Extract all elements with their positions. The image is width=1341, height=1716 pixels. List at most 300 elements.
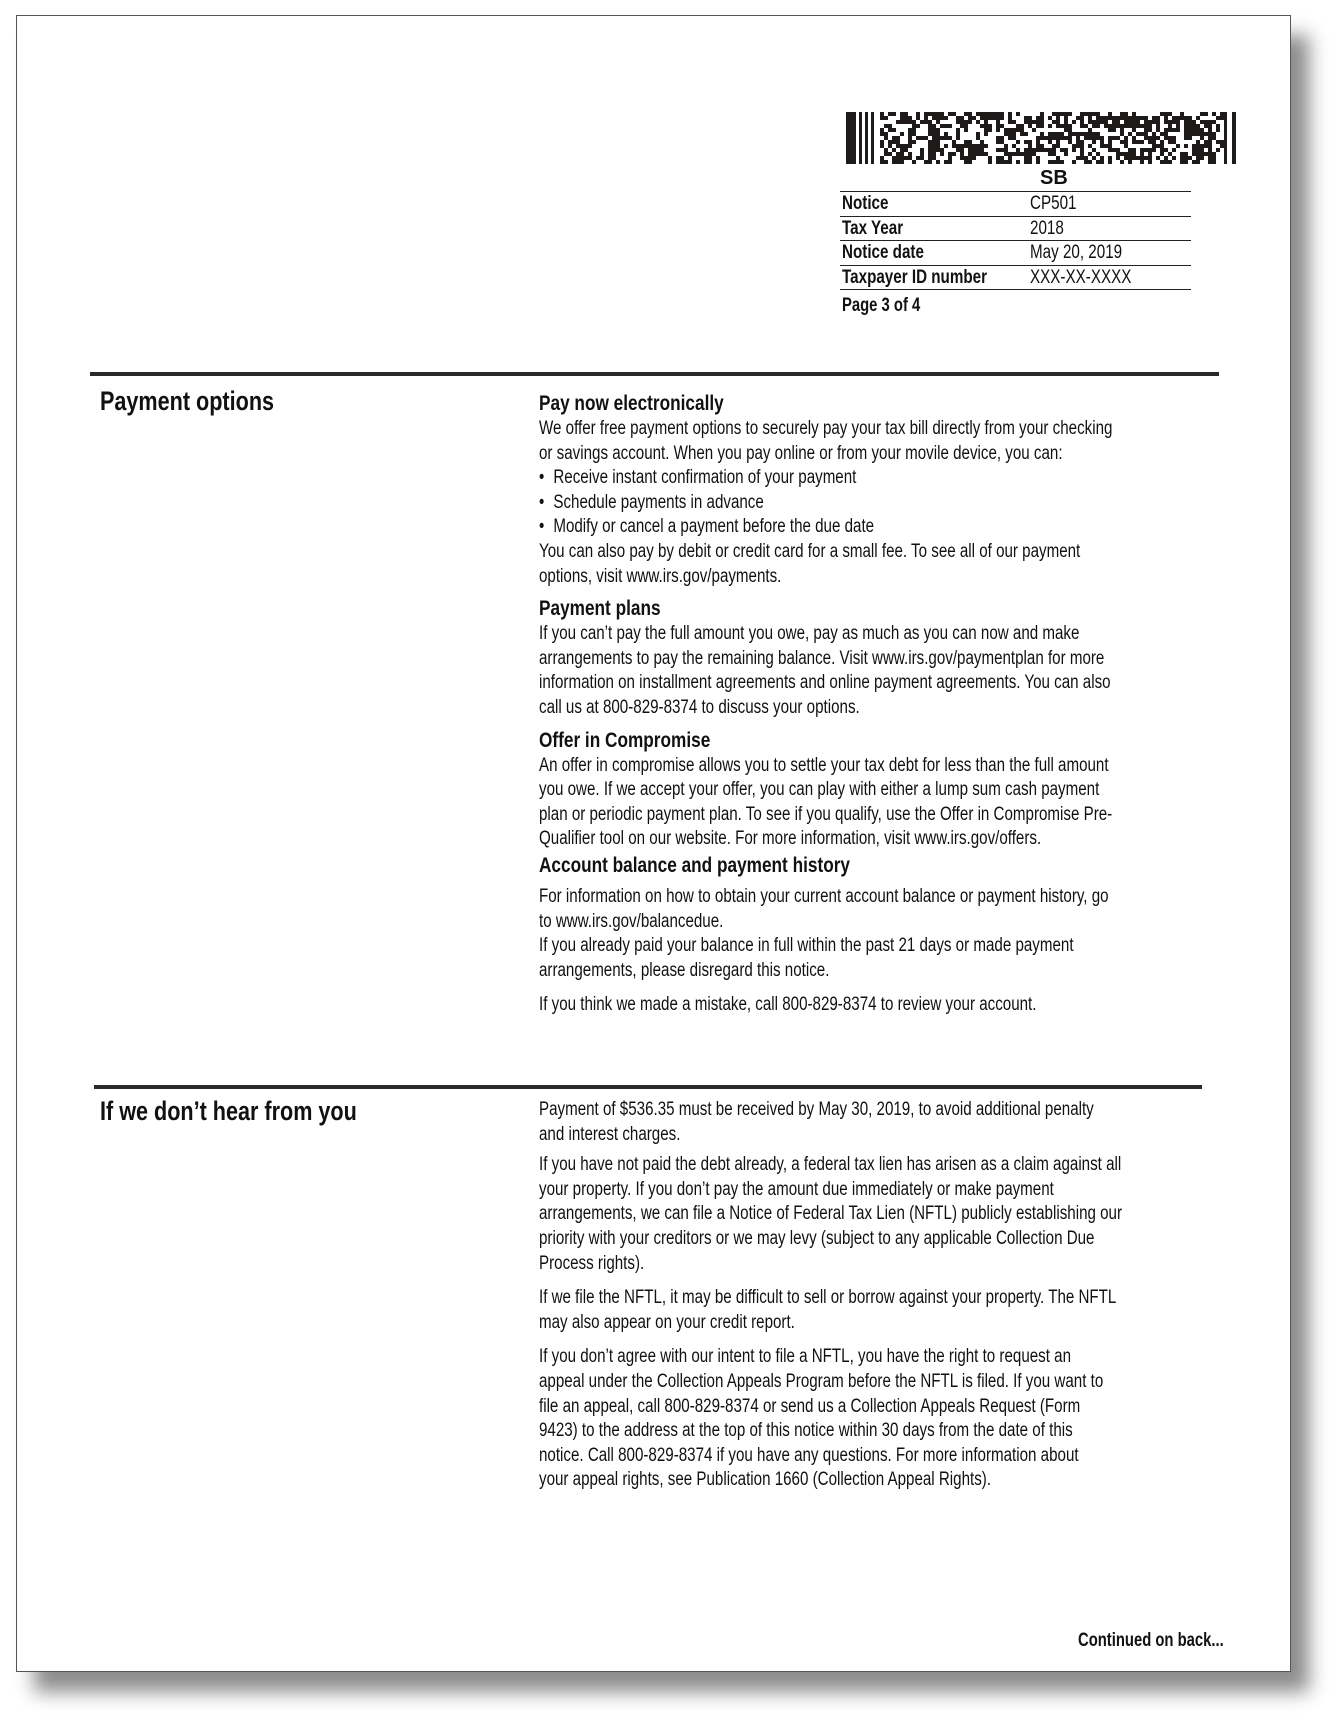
barcode-module bbox=[964, 140, 968, 144]
barcode-module bbox=[948, 156, 952, 160]
barcode-module bbox=[1192, 132, 1196, 136]
barcode-module bbox=[912, 140, 916, 144]
barcode-module bbox=[944, 144, 948, 148]
barcode-module bbox=[1012, 136, 1016, 140]
barcode-module bbox=[1084, 112, 1088, 116]
barcode-module bbox=[1192, 160, 1196, 164]
section-divider bbox=[90, 372, 1219, 376]
barcode-module bbox=[1148, 136, 1152, 140]
barcode-module bbox=[968, 140, 972, 144]
barcode-module bbox=[972, 144, 976, 148]
barcode-module bbox=[988, 160, 992, 164]
barcode-module bbox=[944, 116, 948, 120]
barcode-module bbox=[1116, 148, 1120, 152]
barcode-module bbox=[1116, 156, 1120, 160]
barcode-module bbox=[1132, 112, 1136, 116]
barcode-module bbox=[928, 120, 932, 124]
barcode-module bbox=[1212, 160, 1216, 164]
text-line: If you don’t agree with our intent to file a NFTL, you have the right to request an bbox=[539, 1346, 1071, 1368]
barcode-module bbox=[1104, 116, 1108, 120]
barcode-module bbox=[1192, 144, 1196, 148]
barcode-module bbox=[908, 128, 912, 132]
barcode-module bbox=[1152, 116, 1156, 120]
barcode-module bbox=[1088, 120, 1092, 124]
barcode-module bbox=[924, 116, 928, 120]
text-line: An offer in compromise allows you to settle your tax debt for less than the full amount bbox=[539, 754, 1109, 776]
section-title-if-we-dont-hear: If we don’t hear from you bbox=[100, 1096, 357, 1126]
barcode-module bbox=[996, 136, 1000, 140]
barcode-module bbox=[1140, 156, 1144, 160]
barcode-module bbox=[1156, 116, 1160, 120]
barcode-module bbox=[1208, 144, 1212, 148]
barcode-module bbox=[1108, 160, 1112, 164]
barcode-module bbox=[1176, 144, 1180, 148]
barcode-module bbox=[1100, 116, 1104, 120]
payment-options-content bbox=[539, 390, 1319, 1018]
info-label: Notice date bbox=[842, 242, 924, 263]
barcode-module bbox=[928, 132, 932, 136]
barcode-module bbox=[1132, 148, 1136, 152]
barcode-module bbox=[920, 148, 924, 152]
barcode-module bbox=[980, 112, 984, 116]
notice-info-table bbox=[840, 191, 1191, 290]
barcode-module bbox=[936, 132, 940, 136]
barcode-module bbox=[1184, 128, 1188, 132]
barcode-module bbox=[1184, 124, 1188, 128]
barcode-module bbox=[1184, 152, 1188, 156]
barcode-module bbox=[908, 152, 912, 156]
barcode-module bbox=[1204, 132, 1208, 136]
barcode-module bbox=[900, 148, 904, 152]
barcode-module bbox=[920, 120, 924, 124]
barcode-module bbox=[1196, 148, 1200, 152]
barcode-module bbox=[1084, 124, 1088, 128]
barcode-module bbox=[1200, 148, 1204, 152]
barcode-module bbox=[1036, 124, 1040, 128]
section-title-payment-options: Payment options bbox=[100, 386, 275, 416]
barcode-module bbox=[904, 156, 908, 160]
barcode-module bbox=[928, 148, 932, 152]
barcode-module bbox=[928, 140, 932, 144]
barcode-module bbox=[928, 144, 932, 148]
barcode-module bbox=[1140, 132, 1144, 136]
barcode-module bbox=[924, 112, 928, 116]
barcode-module bbox=[880, 144, 884, 148]
section-divider bbox=[94, 1085, 1202, 1089]
text-line: Payment of $536.35 must be received by May 30, 2019, to avoid additional penalty bbox=[539, 1099, 1094, 1120]
barcode-module bbox=[1204, 120, 1208, 124]
barcode-module bbox=[880, 156, 884, 160]
barcode-module bbox=[996, 148, 1000, 152]
info-label: Taxpayer ID number bbox=[842, 266, 988, 288]
barcode-module bbox=[1120, 140, 1124, 144]
barcode-module bbox=[1032, 120, 1036, 124]
barcode-module bbox=[1032, 152, 1036, 156]
barcode-module bbox=[1024, 116, 1028, 120]
info-label: Notice bbox=[842, 193, 889, 214]
barcode-module bbox=[1108, 140, 1112, 144]
barcode-module bbox=[1024, 132, 1028, 136]
barcode-module bbox=[1004, 152, 1008, 156]
barcode-module bbox=[1040, 120, 1044, 124]
barcode-module bbox=[1168, 140, 1172, 144]
barcode-module bbox=[896, 156, 900, 160]
barcode-module bbox=[884, 132, 888, 136]
barcode-module bbox=[1000, 140, 1004, 144]
barcode-module bbox=[1156, 128, 1160, 132]
barcode-module bbox=[988, 124, 992, 128]
barcode-module bbox=[996, 124, 1000, 128]
barcode-module bbox=[1004, 160, 1008, 164]
barcode-module bbox=[948, 124, 952, 128]
barcode-module bbox=[984, 112, 988, 116]
barcode-module bbox=[1100, 136, 1104, 140]
barcode-module bbox=[932, 112, 936, 116]
barcode-module bbox=[1028, 116, 1032, 120]
barcode-module bbox=[964, 128, 968, 132]
barcode-module bbox=[884, 136, 888, 140]
barcode-module bbox=[1124, 152, 1128, 156]
barcode-module bbox=[932, 148, 936, 152]
barcode-module bbox=[948, 160, 952, 164]
barcode-module bbox=[996, 140, 1000, 144]
barcode-module bbox=[1020, 132, 1024, 136]
barcode-module bbox=[924, 136, 928, 140]
barcode-module bbox=[888, 144, 892, 148]
barcode-module bbox=[916, 124, 920, 128]
barcode-module bbox=[1048, 160, 1052, 164]
barcode-module bbox=[1076, 136, 1080, 140]
barcode-module bbox=[1120, 128, 1124, 132]
barcode-module bbox=[1012, 128, 1016, 132]
info-row-notice-date bbox=[840, 240, 1191, 265]
barcode-module bbox=[1152, 136, 1156, 140]
barcode-module bbox=[932, 152, 936, 156]
barcode-module bbox=[896, 140, 900, 144]
barcode-module bbox=[928, 160, 932, 164]
barcode-module bbox=[1224, 112, 1227, 164]
text-line: you owe. If we accept your offer, you can play with either a lump sum cash payment bbox=[539, 779, 1100, 801]
barcode-module bbox=[1020, 128, 1024, 132]
barcode-module bbox=[920, 136, 924, 140]
barcode-module bbox=[1176, 128, 1180, 132]
barcode-module bbox=[1184, 144, 1188, 148]
barcode-module bbox=[1144, 132, 1148, 136]
barcode-module bbox=[1024, 160, 1028, 164]
barcode-module bbox=[1128, 152, 1132, 156]
bullet-icon: • bbox=[539, 467, 545, 489]
barcode-module bbox=[1124, 136, 1128, 140]
barcode-module bbox=[1140, 148, 1144, 152]
barcode-module bbox=[1064, 124, 1068, 128]
barcode-module bbox=[956, 116, 960, 120]
barcode-module bbox=[1048, 140, 1052, 144]
barcode-module bbox=[1076, 144, 1080, 148]
barcode-module bbox=[1080, 124, 1084, 128]
barcode-module bbox=[1172, 148, 1176, 152]
barcode-module bbox=[1152, 132, 1156, 136]
barcode-module bbox=[1052, 160, 1056, 164]
barcode-module bbox=[1172, 128, 1176, 132]
barcode-module bbox=[1204, 124, 1208, 128]
barcode-module bbox=[1072, 148, 1076, 152]
barcode-module bbox=[1124, 124, 1128, 128]
barcode-module bbox=[1164, 128, 1168, 132]
text-line: or savings account. When you pay online or from your movile device, you can: bbox=[539, 442, 1063, 464]
barcode-module bbox=[940, 124, 944, 128]
barcode-module bbox=[1200, 132, 1204, 136]
barcode-module bbox=[1168, 152, 1172, 156]
barcode-module bbox=[1040, 144, 1044, 148]
barcode-module bbox=[1048, 124, 1052, 128]
text-line: If you have not paid the debt already, a federal tax lien has arisen as a claim against all bbox=[539, 1154, 1122, 1176]
barcode-module bbox=[1196, 156, 1200, 160]
heading-account-balance: Account balance and payment history bbox=[539, 853, 850, 877]
barcode-module bbox=[1008, 120, 1012, 124]
barcode-module bbox=[892, 112, 896, 116]
barcode-module bbox=[1036, 120, 1040, 124]
barcode-module bbox=[1104, 124, 1108, 128]
barcode-module bbox=[996, 160, 1000, 164]
barcode-module bbox=[992, 112, 996, 116]
barcode-module bbox=[1180, 156, 1184, 160]
barcode-module bbox=[1028, 124, 1032, 128]
barcode-module bbox=[1088, 144, 1092, 148]
barcode-module bbox=[1136, 116, 1140, 120]
barcode-module bbox=[1124, 140, 1128, 144]
barcode-module bbox=[1036, 144, 1040, 148]
barcode-module bbox=[908, 144, 912, 148]
barcode-module bbox=[1160, 140, 1164, 144]
barcode-module bbox=[936, 160, 940, 164]
barcode-module bbox=[1180, 152, 1184, 156]
barcode-module bbox=[1052, 132, 1056, 136]
barcode-module bbox=[1128, 116, 1132, 120]
barcode-module bbox=[936, 136, 940, 140]
barcode-module bbox=[1180, 112, 1184, 116]
barcode-module bbox=[984, 128, 988, 132]
barcode-module bbox=[956, 148, 960, 152]
barcode-module bbox=[1040, 132, 1044, 136]
barcode-module bbox=[996, 128, 1000, 132]
barcode-module bbox=[1096, 136, 1100, 140]
barcode-module bbox=[1048, 132, 1052, 136]
barcode-module bbox=[936, 128, 940, 132]
barcode-module bbox=[1212, 156, 1216, 160]
barcode-module bbox=[1128, 132, 1132, 136]
bullet-text: Schedule payments in advance bbox=[553, 491, 764, 513]
barcode-module bbox=[1088, 132, 1092, 136]
barcode-module bbox=[1068, 128, 1072, 132]
barcode-module bbox=[1208, 156, 1212, 160]
text-line: For information on how to obtain your current account balance or payment history, go bbox=[539, 885, 1109, 907]
barcode-module bbox=[972, 156, 976, 160]
barcode-module bbox=[952, 140, 956, 144]
barcode-module bbox=[888, 152, 892, 156]
barcode-module bbox=[1128, 156, 1132, 160]
barcode-module bbox=[1108, 136, 1112, 140]
barcode-module bbox=[1140, 160, 1144, 164]
barcode-module bbox=[964, 120, 968, 124]
barcode-module bbox=[1076, 116, 1080, 120]
barcode-module bbox=[1072, 132, 1076, 136]
barcode-module bbox=[932, 156, 936, 160]
barcode-module bbox=[960, 148, 964, 152]
barcode-module bbox=[1116, 124, 1120, 128]
barcode-module bbox=[1204, 140, 1208, 144]
barcode-module bbox=[1096, 132, 1100, 136]
barcode-module bbox=[1044, 148, 1048, 152]
barcode-module bbox=[884, 152, 888, 156]
barcode-module bbox=[884, 160, 888, 164]
info-value: May 20, 2019 bbox=[1030, 242, 1123, 263]
barcode-module bbox=[1148, 140, 1152, 144]
barcode-module bbox=[1124, 144, 1128, 148]
barcode-module bbox=[1168, 160, 1172, 164]
barcode-module bbox=[1052, 148, 1056, 152]
barcode-module bbox=[924, 120, 928, 124]
barcode-module bbox=[1004, 132, 1008, 136]
barcode-module bbox=[1164, 120, 1168, 124]
barcode-module bbox=[1100, 144, 1104, 148]
barcode-module bbox=[940, 116, 944, 120]
barcode-module bbox=[964, 112, 968, 116]
barcode-module bbox=[1208, 160, 1212, 164]
barcode-module bbox=[984, 132, 988, 136]
barcode-module bbox=[900, 156, 904, 160]
barcode-module bbox=[900, 152, 904, 156]
barcode-module bbox=[912, 124, 916, 128]
barcode-module bbox=[1156, 120, 1160, 124]
barcode-module bbox=[1012, 144, 1016, 148]
barcode-module bbox=[1092, 156, 1096, 160]
info-value: CP501 bbox=[1030, 193, 1077, 214]
barcode-module bbox=[980, 140, 984, 144]
barcode-module bbox=[1120, 116, 1124, 120]
barcode-module bbox=[888, 124, 892, 128]
barcode-module bbox=[880, 140, 884, 144]
barcode-module bbox=[1216, 128, 1220, 132]
barcode-module bbox=[1212, 136, 1216, 140]
barcode-module bbox=[1000, 124, 1004, 128]
barcode-module bbox=[1160, 112, 1164, 116]
barcode-module bbox=[1172, 136, 1176, 140]
barcode-module bbox=[960, 144, 964, 148]
info-table-bottom-rule bbox=[840, 289, 1191, 290]
barcode-module bbox=[976, 144, 980, 148]
barcode-module bbox=[892, 160, 896, 164]
barcode-module bbox=[1144, 148, 1148, 152]
barcode-module bbox=[1204, 144, 1208, 148]
barcode-module bbox=[968, 120, 972, 124]
barcode-module bbox=[1064, 112, 1068, 116]
barcode-module bbox=[888, 112, 892, 116]
barcode-module bbox=[1156, 124, 1160, 128]
barcode-module bbox=[896, 144, 900, 148]
barcode-module bbox=[1108, 116, 1112, 120]
barcode-module bbox=[1152, 148, 1156, 152]
barcode-module bbox=[1208, 132, 1212, 136]
barcode-module bbox=[1088, 136, 1092, 140]
barcode-module bbox=[1028, 148, 1032, 152]
barcode-module bbox=[1176, 120, 1180, 124]
barcode-module bbox=[1208, 140, 1212, 144]
barcode-module bbox=[1008, 128, 1012, 132]
text-line: options, visit www.irs.gov/payments. bbox=[539, 565, 782, 587]
barcode-module bbox=[1156, 144, 1160, 148]
barcode-module bbox=[1212, 120, 1216, 124]
barcode-module bbox=[1100, 140, 1104, 144]
barcode-module bbox=[1164, 116, 1168, 120]
barcode-module bbox=[960, 156, 964, 160]
barcode-module bbox=[956, 132, 960, 136]
barcode-module bbox=[924, 160, 928, 164]
bullet-text: Modify or cancel a payment before the due date bbox=[553, 516, 875, 538]
barcode-module bbox=[1040, 116, 1044, 120]
barcode-label: SB bbox=[1040, 167, 1068, 189]
barcode-module bbox=[972, 152, 976, 156]
barcode-module bbox=[1120, 160, 1124, 164]
barcode-module bbox=[1028, 160, 1032, 164]
barcode-module bbox=[1132, 120, 1136, 124]
barcode-module bbox=[1016, 160, 1020, 164]
barcode-module bbox=[932, 144, 936, 148]
barcode-module bbox=[948, 112, 952, 116]
barcode-module bbox=[1116, 120, 1120, 124]
barcode-module bbox=[1160, 148, 1164, 152]
barcode-module bbox=[908, 140, 912, 144]
barcode-module bbox=[1220, 140, 1224, 144]
barcode-module bbox=[1136, 140, 1140, 144]
barcode-module bbox=[908, 132, 912, 136]
barcode-module bbox=[1192, 128, 1196, 132]
barcode-module bbox=[1092, 120, 1096, 124]
barcode-module bbox=[908, 116, 912, 120]
barcode-module bbox=[1204, 152, 1208, 156]
barcode-module bbox=[936, 120, 940, 124]
barcode-module bbox=[1112, 120, 1116, 124]
barcode-module bbox=[1000, 112, 1004, 116]
barcode-module bbox=[1088, 152, 1092, 156]
if-we-dont-hear-content bbox=[539, 1098, 1319, 1493]
barcode-module bbox=[1000, 148, 1004, 152]
heading-pay-now-electronically: Pay now electronically bbox=[539, 392, 724, 415]
barcode-module bbox=[1080, 112, 1084, 116]
barcode-module bbox=[1100, 156, 1104, 160]
bullet-icon: • bbox=[539, 516, 545, 538]
barcode-module bbox=[996, 156, 1000, 160]
barcode-module bbox=[1200, 156, 1204, 160]
barcode-module bbox=[1028, 140, 1032, 144]
barcode-module bbox=[1080, 156, 1084, 160]
barcode-module bbox=[976, 136, 980, 140]
barcode-module bbox=[1016, 152, 1020, 156]
barcode-module bbox=[1212, 112, 1216, 116]
barcode-module bbox=[1208, 136, 1212, 140]
barcode-module bbox=[1144, 120, 1148, 124]
barcode-module bbox=[1076, 140, 1080, 144]
barcode-module bbox=[1132, 152, 1136, 156]
barcode-module bbox=[1096, 152, 1100, 156]
barcode-module bbox=[1164, 132, 1168, 136]
barcode-module bbox=[896, 160, 900, 164]
barcode-module bbox=[1008, 112, 1012, 116]
text-line: priority with your creditors or we may levy (subject to any applicable Collection Due bbox=[539, 1227, 1095, 1249]
barcode-module bbox=[1080, 152, 1084, 156]
barcode-module bbox=[880, 128, 884, 132]
barcode-module bbox=[1068, 112, 1072, 116]
barcode-module bbox=[900, 144, 904, 148]
